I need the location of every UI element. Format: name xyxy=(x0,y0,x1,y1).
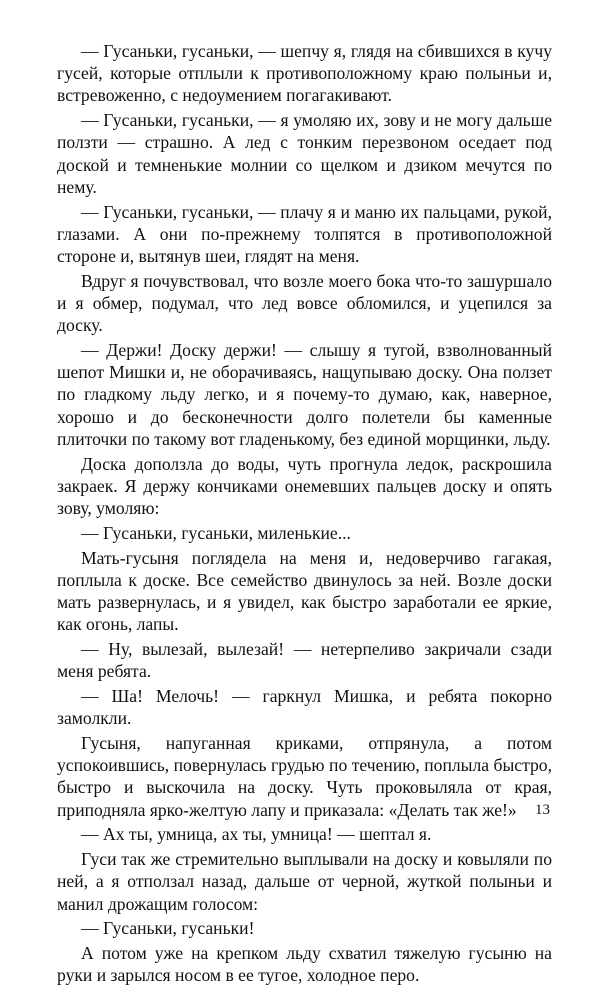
paragraph-12: — Ах ты, умница, ах ты, умница! — шептал я. xyxy=(81,824,432,845)
paragraph-11: Гусыня, напуганная криками, отпрянула, а потом успокоившись, повернулась грудью по течению, поплыла быстро, быстро и выскочила на доску. Чуть проковыляла от края, приподняла ярко-желтую лапу и приказала: «Делать так же!» xyxy=(57,733,552,820)
page-number: 13 xyxy=(535,802,550,818)
paragraph-13: Гуси так же стремительно выплывали на доску и ковыляли по ней, а я отползал назад, дальше от черной, жуткой полыньи и манил дрожащим голосом: xyxy=(57,849,552,914)
paragraph-6: Доска доползла до воды, чуть прогнула ледок, раскрошила закраек. Я держу кончиками онемевших пальцев доску и опять зову, умоляю: xyxy=(57,453,552,519)
paragraph-7: — Гусаньки, гусаньки, миленькие... xyxy=(81,522,351,543)
paragraph-1: — Гусаньки, гусаньки, — шепчу я, глядя на сбившихся в кучу гусей, которые отплыли к противоположному краю полыньи и, встревоженно, с недоумением погагакивают. xyxy=(57,41,552,106)
paragraph-4: Вдруг я почувствовал, что возле моего бока что-то зашуршало и я обмер, подумал, что лед вовсе обломился, и уцепился за доску. xyxy=(57,270,552,336)
paragraph-3: — Гусаньки, гусаньки, — плачу я и маню их пальцами, рукой, глазами. А они по-прежнему толпятся в противоположной стороне и, вытянув шеи, глядят на меня. xyxy=(57,201,552,267)
paragraph-5: — Держи! Доску держи! — слышу я тугой, взволнованный шепот Мишки и, не оборачиваясь, нащупываю доску. Она ползет по гладкому льду легко, и я почему-то думаю, как, наверное, хорошо и до бесконечности долго полетели бы каменные плиточки по такому вот гладенькому, без единой морщинки, льду. xyxy=(57,340,552,449)
page-body-text xyxy=(57,40,552,989)
paragraph-9: — Ну, вылезай, вылезай! — нетерпеливо закричали сзади меня ребята. xyxy=(57,639,552,682)
paragraph-10: — Ша! Мелочь! — гаркнул Мишка, и ребята покорно замолкли. xyxy=(57,686,552,729)
paragraph-8: Мать-гусыня поглядела на меня и, недоверчиво гагакая, поплыла к доске. Все семейство двинулось за ней. Возле доски мать развернулась, и я увидел, как быстро заработали ее яркие, как огонь, лапы. xyxy=(57,547,552,635)
paragraph-15: А потом уже на крепком льду схватил тяжелую гусыню на руки и зарылся носом в ее тугое, холодное перо. xyxy=(57,943,552,986)
paragraph-2: — Гусаньки, гусаньки, — я умоляю их, зову и не могу дальше ползти — страшно. А лед с тонким перезвоном оседает под доской и темненькие молнии со щелком и дзиком мечутся по нему. xyxy=(57,110,552,197)
paragraph-14: — Гусаньки, гусаньки! xyxy=(81,918,255,939)
